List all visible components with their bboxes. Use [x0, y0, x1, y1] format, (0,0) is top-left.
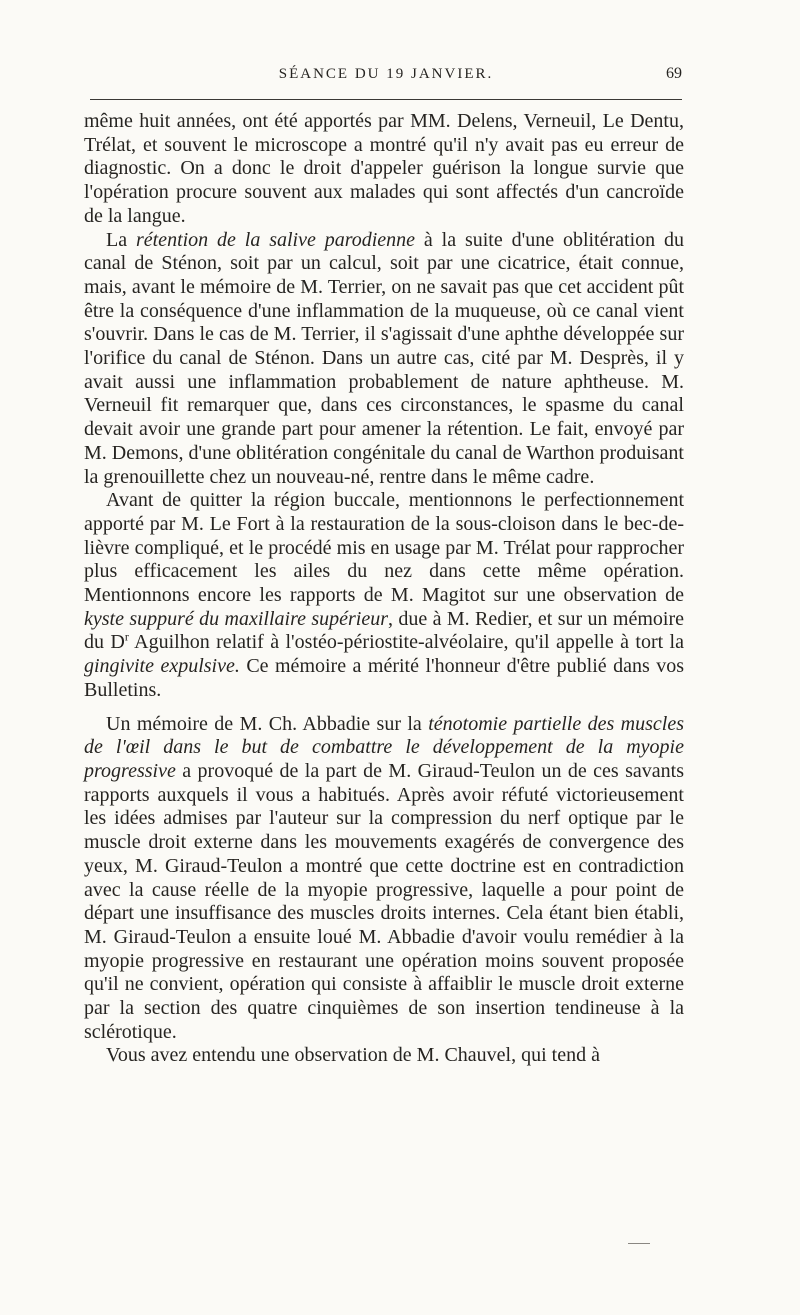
bottom-mark: [628, 1243, 650, 1244]
text-run: La: [106, 228, 136, 251]
italic-phrase: rétention de la salive parodienne: [135, 228, 416, 251]
paragraph-p4: [84, 713, 684, 1045]
text-run: Ce mémoire a mérité l'honneur d'être publié dans vos Bulletins.: [84, 655, 685, 701]
text-run: Avant de quitter la région buccale, mentionnons le perfectionnement apporté par M. Le Fort à la restauration de la sous-cloison dans le bec-de-lièvre compliqué, et le procédé mis en usage par M. Trélat pour rapprocher plus efficacement les ailes du nez dans cette même opération. Mentionnons encore les rapports de M. Magitot sur une observation de: [84, 489, 684, 607]
paragraph-p3: [84, 489, 684, 702]
superscript: r: [124, 629, 129, 644]
body-text: [84, 110, 684, 1068]
page-number: 69: [666, 65, 682, 82]
paragraph-p2: [84, 229, 684, 490]
text-run: , due à M. Redier, et sur un mémoire du D: [84, 607, 684, 654]
text-run: Aguilhon relatif à l'ostéo-périostite-alvéolaire, qu'il appelle à tort la: [128, 631, 684, 654]
italic-phrase: kyste suppuré du maxillaire supérieur: [84, 607, 389, 630]
italic-phrase: ténotomie partielle des muscles de l'œil dans le but de combattre le développement de la myopie progressive: [84, 712, 684, 782]
paragraph-p5: [84, 1044, 684, 1068]
page-header: [90, 62, 682, 86]
text-run: même huit années, ont été apportés par MM. Delens, Verneuil, Le Dentu, Trélat, et souvent le microscope a montré qu'il n'y avait pas eu erreur de diagnostic. On a donc le droit d'appeler guérison la longue survie que l'opération procure souvent aux malades qui sont affectés d'un cancroïde de la langue.: [84, 110, 684, 227]
italic-phrase: gingivite expulsive.: [84, 655, 240, 678]
text-run: à la suite d'une oblitération du canal de Sténon, soit par un calcul, soit par une cicatrice, était connue, mais, avant le mémoire de M. Terrier, on ne savait pas que cet accident pût être la conséquence d'une inflammation de la muqueuse, où ce canal vient s'ouvrir. Dans le cas de M. Terrier, il s'agissait d'une aphthe développée sur l'orifice du canal de Sténon. Dans un autre cas, cité par M. Desprès, il y avait aussi une inflammation probablement de nature aphtheuse. M. Verneuil fit remarquer que, dans ces circonstances, le spasme du canal devait avoir une grande part pour amener la rétention. Le fait, envoyé par M. Demons, d'une oblitération congénitale du canal de Warthon produisant la grenouillette chez un nouveau-né, rentre dans le même cadre.: [84, 228, 684, 488]
text-run: Un mémoire de M. Ch. Abbadie sur la: [106, 712, 429, 735]
text-run: a provoqué de la part de M. Giraud-Teulon un de ces savants rapports auxquels il vous a habitués. Après avoir réfuté victorieusement les idées admises par l'auteur sur la compression du nerf optique par le muscle droit externe dans les mouvements exagérés de convergence des yeux, M. Giraud-Teulon a montré que cette doctrine est en contradiction avec la cause réelle de la myopie progressive, laquelle a pour point de départ une insuffisance des muscles droits internes. Cela étant bien établi, M. Giraud-Teulon a ensuite loué M. Abbadie d'avoir voulu remédier à la myopie progressive en restaurant une opération moins souvent proposée qu'il ne convient, opération qui consiste à affaiblir le muscle droit externe par la section des quatre cinquièmes de son insertion tendineuse à la sclérotique.: [84, 759, 684, 1043]
header-rule: [90, 99, 682, 100]
running-title: SÉANCE DU 19 JANVIER.: [278, 66, 494, 82]
paragraph-p1: [84, 110, 684, 229]
text-run: Vous avez entendu une observation de M. Chauvel, qui tend à: [106, 1044, 600, 1067]
